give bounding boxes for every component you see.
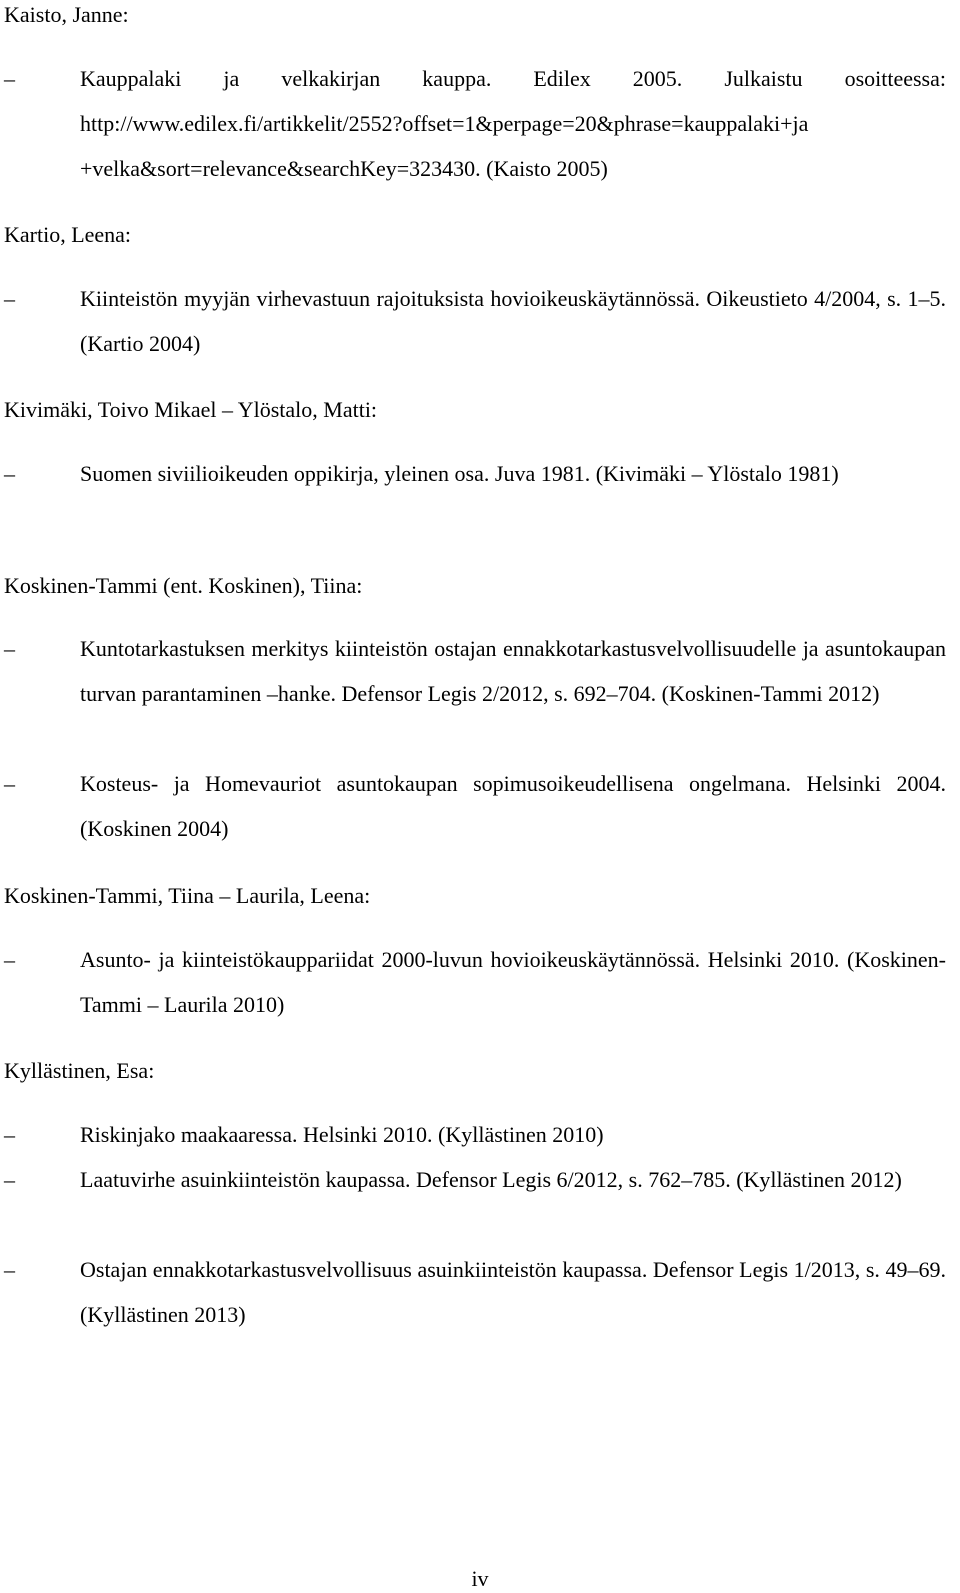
reference-text: Kuntotarkastuksen merkitys kiinteistön ostajan ennakkotarkastusvelvollisuudelle ja asuntokaupan turvan parantaminen –hanke. Defensor Legis 2/2012, s. 692–704. (Koskinen-Tammi 2012): [80, 636, 946, 706]
dash-bullet: –: [4, 1167, 15, 1192]
reference-entry: [4, 451, 946, 496]
dash-bullet: –: [4, 461, 15, 486]
reference-author: Koskinen-Tammi, Tiina – Laurila, Leena:: [4, 883, 371, 908]
reference-author: Kivimäki, Toivo Mikael – Ylöstalo, Matti:: [4, 397, 378, 422]
reference-entry: [4, 1247, 946, 1337]
reference-text: Riskinjako maakaaressa. Helsinki 2010. (Kyllästinen 2010): [80, 1122, 604, 1147]
dash-bullet: –: [4, 1257, 15, 1282]
reference-text: Suomen siviilioikeuden oppikirja, yleinen osa. Juva 1981. (Kivimäki – Ylöstalo 1981): [80, 461, 839, 486]
reference-author: Kartio, Leena:: [4, 222, 132, 247]
dash-bullet: –: [4, 66, 15, 91]
reference-entry: [4, 937, 946, 1027]
dash-bullet: –: [4, 947, 15, 972]
dash-bullet: –: [4, 1122, 15, 1147]
reference-entry: [4, 276, 946, 366]
dash-bullet: –: [4, 771, 15, 796]
reference-text: Kiinteistön myyjän virhevastuun rajoituksista hovioikeuskäytännössä. Oikeustieto 4/2004, s. 1–5. (Kartio 2004): [80, 286, 946, 356]
reference-text: Ostajan ennakkotarkastusvelvollisuus asuinkiinteistön kaupassa. Defensor Legis 1/2013, s. 49–69. (Kyllästinen 2013): [80, 1257, 946, 1327]
reference-entry: [4, 56, 946, 191]
reference-author: Kaisto, Janne:: [4, 2, 129, 27]
reference-text: Kosteus- ja Homevauriot asuntokaupan sopimusoikeudellisena ongelmana. Helsinki 2004. (Koskinen 2004): [80, 771, 946, 841]
reference-entry: [4, 1112, 946, 1157]
reference-text: Laatuvirhe asuinkiinteistön kaupassa. Defensor Legis 6/2012, s. 762–785. (Kyllästinen 2012): [80, 1167, 902, 1192]
reference-entry: [4, 1157, 946, 1202]
reference-author: Kyllästinen, Esa:: [4, 1058, 155, 1083]
reference-entry: [4, 761, 946, 851]
dash-bullet: –: [4, 636, 15, 661]
reference-author: Koskinen-Tammi (ent. Koskinen), Tiina:: [4, 573, 363, 598]
dash-bullet: –: [4, 286, 15, 311]
reference-text: Kauppalaki ja velkakirjan kauppa. Edilex 2005. Julkaistu osoitteessa: http://www.edilex.fi/artikkelit/2552?offset=1&perpage=20&phrase=kauppalaki+ja +velka&sort=relevance&searchKey=323430. (Kaisto 2005): [80, 66, 946, 181]
page-number: iv: [471, 1566, 489, 1591]
reference-entry: [4, 626, 946, 716]
reference-text: Asunto- ja kiinteistökauppariidat 2000-luvun hovioikeuskäytännössä. Helsinki 2010. (Koskinen-Tammi – Laurila 2010): [80, 947, 946, 1017]
